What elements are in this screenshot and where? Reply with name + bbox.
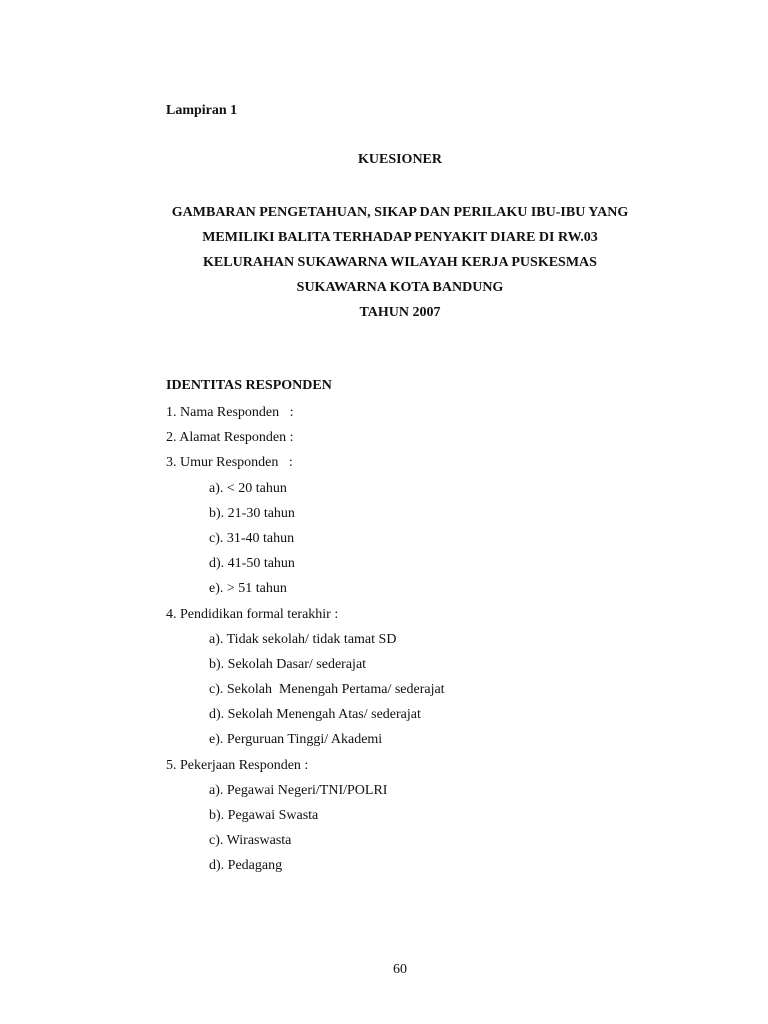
title-line: KELURAHAN SUKAWARNA WILAYAH KERJA PUSKESMAS	[203, 255, 597, 270]
answer-option: a). Pegawai Negeri/TNI/POLRI	[209, 782, 388, 798]
question-list	[166, 403, 726, 882]
answer-option: b). 21-30 tahun	[209, 505, 295, 521]
answer-option: e). Perguruan Tinggi/ Akademi	[209, 732, 383, 748]
question-item: 3. Umur Responden :	[166, 455, 293, 471]
answer-option: b). Sekolah Dasar/ sederajat	[209, 656, 367, 672]
question-item: 1. Nama Responden :	[166, 405, 294, 420]
question-item: 5. Pekerjaan Responden :	[166, 757, 309, 773]
title-line: TAHUN 2007	[359, 305, 441, 320]
question-item: 4. Pendidikan formal terakhir :	[166, 606, 339, 622]
answer-option: d). Sekolah Menengah Atas/ sederajat	[209, 707, 421, 723]
title-line: MEMILIKI BALITA TERHADAP PENYAKIT DIARE DI RW.03	[202, 230, 598, 245]
section-heading-identitas: IDENTITAS RESPONDEN	[166, 378, 332, 393]
answer-option: d). Pedagang	[209, 858, 283, 874]
answer-option: c). Sekolah Menengah Pertama/ sederajat	[209, 682, 445, 698]
answer-option: b). Pegawai Swasta	[209, 808, 319, 823]
answer-option: a). Tidak sekolah/ tidak tamat SD	[209, 631, 397, 647]
appendix-label: Lampiran 1	[166, 103, 238, 118]
answer-option: d). 41-50 tahun	[209, 556, 295, 572]
title-line: SUKAWARNA KOTA BANDUNG	[296, 280, 504, 295]
answer-option: c). 31-40 tahun	[209, 530, 295, 546]
page-number: 60	[393, 962, 407, 977]
document-title	[0, 203, 768, 328]
questionnaire-heading: KUESIONER	[357, 152, 443, 167]
title-line: GAMBARAN PENGETAHUAN, SIKAP DAN PERILAKU IBU-IBU YANG	[171, 205, 629, 220]
answer-option: e). > 51 tahun	[209, 581, 287, 597]
question-item: 2. Alamat Responden :	[166, 430, 294, 446]
answer-option: a). < 20 tahun	[209, 480, 287, 496]
answer-option: c). Wiraswasta	[209, 833, 292, 849]
